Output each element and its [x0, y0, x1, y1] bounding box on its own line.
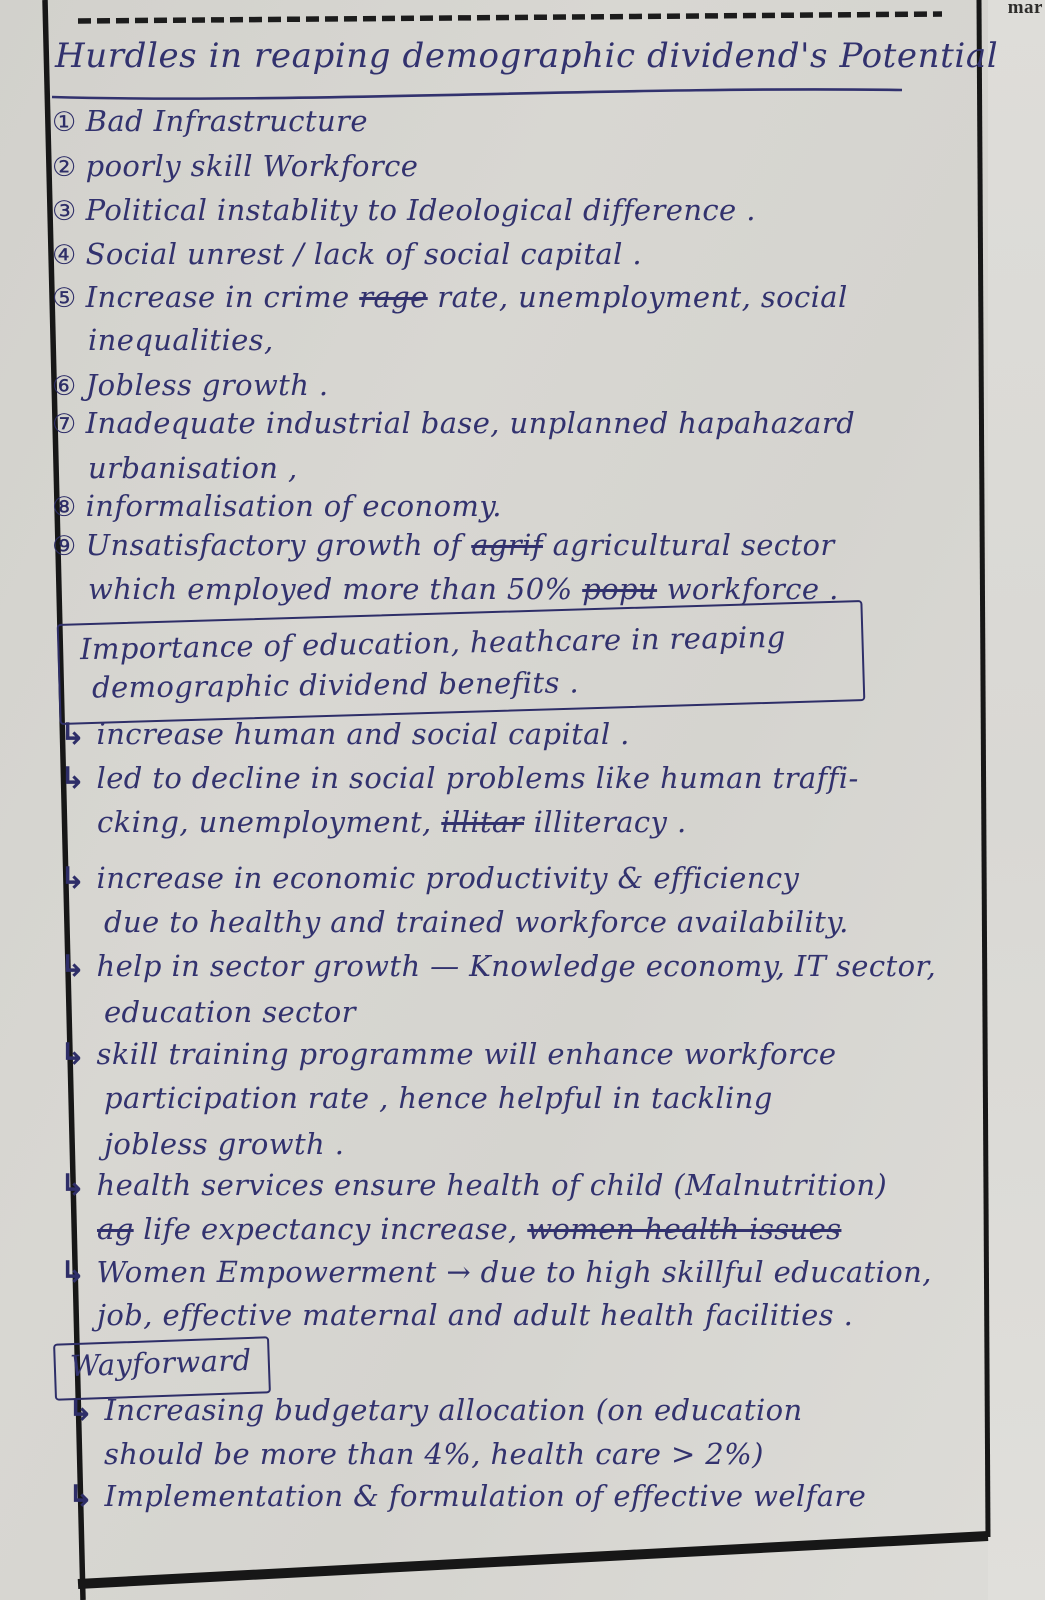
benefit-item-5-cont1: participation rate , hence helpful in tackling [104, 1081, 773, 1115]
circled-number-icon: ⑤ [52, 283, 77, 314]
benefit-item-3-cont: due to healthy and trained workforce availability. [104, 905, 849, 939]
wayforward-heading: Wayforward [69, 1342, 253, 1384]
hurdle-item-2: ② poorly skill Workforce [52, 149, 419, 183]
benefit-item-1: ↳ increase human and social capital . [60, 717, 630, 752]
hurdle-item-1: ① Bad Infrastructure [52, 104, 368, 138]
hurdle-item-8: ⑧ informalisation of economy. [52, 489, 502, 523]
benefit-item-4: ↳ help in sector growth — Knowledge economy, IT sector, [60, 949, 937, 984]
text-segment: Unsatisfactory growth of [85, 528, 472, 562]
circled-number-icon: ② [52, 152, 77, 183]
arrow-bullet-icon: ↳ [60, 761, 86, 796]
benefit-item-5: ↳ skill training programme will enhance workforce [60, 1037, 837, 1072]
circled-number-icon: ⑨ [52, 531, 77, 562]
arrow-bullet-icon: ↳ [60, 717, 86, 752]
text-segment: rate, unemployment, social [427, 280, 848, 314]
dashed-top-rule [78, 14, 942, 21]
arrow-bullet-icon: ↳ [60, 1255, 86, 1290]
text-segment: agricultural sector [542, 528, 835, 562]
text-segment: cking, unemployment, [97, 805, 442, 839]
benefit-item-5-cont2: jobless growth . [104, 1127, 345, 1161]
struck-out-text: agrif [471, 528, 543, 562]
frame-right-border [979, 0, 988, 1537]
circled-number-icon: ① [52, 107, 77, 138]
benefit-item-2: ↳ led to decline in social problems like human traffi- [60, 761, 859, 796]
importance-heading-line-2: demographic dividend benefits . [91, 665, 580, 705]
benefit-item-7-cont: job, effective maternal and adult health facilities . [97, 1298, 854, 1332]
text-segment: which employed more than 50% [88, 572, 583, 606]
struck-out-text: ag [97, 1212, 134, 1246]
circled-number-icon: ③ [52, 196, 77, 227]
benefit-item-6-cont [97, 1212, 841, 1246]
page-title: Hurdles in reaping demographic dividend's Potential [55, 36, 999, 76]
hurdle-item-7-cont: urbanisation , [88, 451, 298, 485]
hurdle-item-5-cont: inequalities, [88, 323, 274, 357]
arrow-bullet-icon: ↳ [68, 1393, 94, 1428]
title-underline [52, 89, 902, 98]
frame-bottom-border [78, 1536, 988, 1584]
arrow-bullet-icon: ↳ [60, 1168, 86, 1203]
benefit-item-2-cont [97, 805, 687, 839]
struck-out-text: illitar [441, 805, 525, 839]
benefit-item-4-cont: education sector [104, 995, 356, 1029]
text-segment: life expectancy increase, [133, 1212, 528, 1246]
arrow-bullet-icon: ↳ [60, 861, 86, 896]
arrow-bullet-icon: ↳ [60, 1037, 86, 1072]
struck-out-text: rage [359, 280, 428, 314]
text-segment: Increase in crime [85, 280, 360, 314]
struck-out-text: popu [582, 572, 658, 606]
hurdle-item-5 [52, 280, 848, 314]
struck-out-text: women health issues [527, 1212, 842, 1246]
benefit-item-3: ↳ increase in economic productivity & efficiency [60, 861, 800, 896]
text-segment: illiteracy . [524, 805, 687, 839]
benefit-item-6: ↳ health services ensure health of child (Malnutrition) [60, 1168, 888, 1203]
text-segment: workforce . [657, 572, 839, 606]
benefit-item-7: ↳ Women Empowerment → due to high skillful education, [60, 1255, 932, 1290]
wayforward-item-2: ↳ Implementation & formulation of effective welfare [68, 1479, 867, 1514]
arrow-bullet-icon: ↳ [68, 1479, 94, 1514]
hurdle-item-6: ⑥ Jobless growth . [52, 368, 329, 402]
circled-number-icon: ⑥ [52, 371, 77, 402]
circled-number-icon: ④ [52, 240, 77, 271]
hurdle-item-4: ④ Social unrest / lack of social capital . [52, 237, 643, 271]
wayforward-item-1-cont: should be more than 4%, health care > 2%) [104, 1437, 764, 1471]
hurdle-item-7: ⑦ Inadequate industrial base, unplanned hapahazard [52, 406, 856, 440]
hurdle-item-3: ③ Political instablity to Ideological difference . [52, 193, 756, 227]
circled-number-icon: ⑦ [52, 409, 77, 440]
importance-heading-line-1: Importance of education, heathcare in reaping [79, 619, 786, 667]
wayforward-item-1: ↳ Increasing budgetary allocation (on education [68, 1393, 803, 1428]
hurdle-item-9-cont [88, 572, 839, 606]
hurdle-item-9 [52, 528, 835, 562]
circled-number-icon: ⑧ [52, 492, 77, 523]
arrow-bullet-icon: ↳ [60, 949, 86, 984]
printed-margin-label: mar [1007, 0, 1043, 18]
